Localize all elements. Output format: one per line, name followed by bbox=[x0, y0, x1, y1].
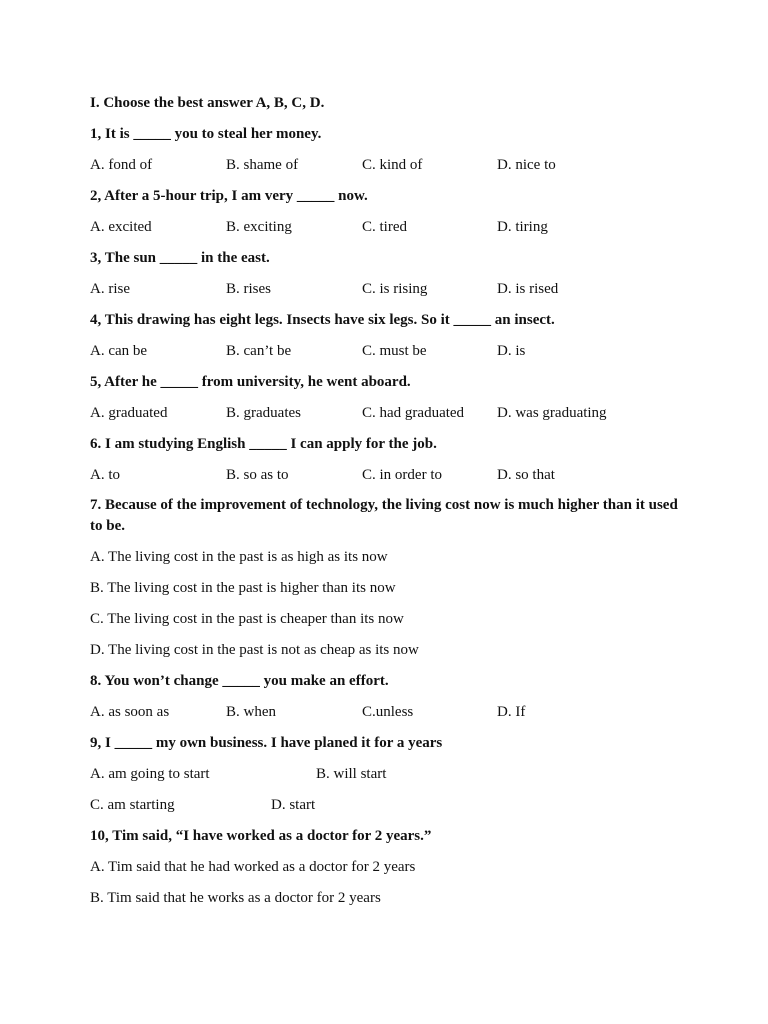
question-4: 4, This drawing has eight legs. Insects have six legs. So it _____ an insect. bbox=[90, 312, 555, 328]
option-6b: B. so as to bbox=[226, 467, 289, 483]
question-2: 2, After a 5-hour trip, I am very _____ now. bbox=[90, 188, 368, 204]
option-8a: A. as soon as bbox=[90, 704, 170, 720]
option-9a: A. am going to start bbox=[90, 766, 210, 782]
options-row-5 bbox=[90, 403, 680, 434]
option-10b: B. Tim said that he works as a doctor for 2 years bbox=[90, 890, 381, 906]
option-3d: D. is rised bbox=[497, 281, 559, 297]
option-7c: C. The living cost in the past is cheaper than its now bbox=[90, 611, 404, 627]
option-2d: D. tiring bbox=[497, 219, 548, 235]
option-9c: C. am starting bbox=[90, 797, 175, 813]
option-1d: D. nice to bbox=[497, 157, 556, 173]
options-row-4 bbox=[90, 341, 680, 372]
option-9b: B. will start bbox=[316, 766, 387, 782]
option-10a: A. Tim said that he had worked as a doctor for 2 years bbox=[90, 859, 416, 875]
option-5a: A. graduated bbox=[90, 405, 168, 421]
option-2c: C. tired bbox=[362, 219, 407, 235]
options-row-6 bbox=[90, 465, 680, 496]
question-8: 8. You won’t change _____ you make an effort. bbox=[90, 673, 389, 689]
option-4d: D. is bbox=[497, 343, 526, 359]
option-8c: C.unless bbox=[362, 704, 414, 720]
option-2b: B. exciting bbox=[226, 219, 292, 235]
question-3: 3, The sun _____ in the east. bbox=[90, 250, 270, 266]
option-5c: C. had graduated bbox=[362, 405, 465, 421]
option-3a: A. rise bbox=[90, 281, 130, 297]
option-6d: D. so that bbox=[497, 467, 555, 483]
options-row-1 bbox=[90, 155, 680, 186]
question-1: 1, It is _____ you to steal her money. bbox=[90, 126, 322, 142]
options-row-2 bbox=[90, 217, 680, 248]
question-7: 7. Because of the improvement of technology, the living cost now is much higher than it used to be. bbox=[90, 497, 678, 534]
question-10: 10, Tim said, “I have worked as a doctor for 2 years.” bbox=[90, 828, 432, 844]
option-3b: B. rises bbox=[226, 281, 271, 297]
question-5: 5, After he _____ from university, he went aboard. bbox=[90, 374, 411, 390]
option-1b: B. shame of bbox=[226, 157, 299, 173]
option-5b: B. graduates bbox=[226, 405, 301, 421]
question-7-block bbox=[90, 495, 680, 547]
worksheet-content bbox=[90, 93, 680, 919]
option-8b: B. when bbox=[226, 704, 276, 720]
option-6c: C. in order to bbox=[362, 467, 442, 483]
option-4b: B. can’t be bbox=[226, 343, 292, 359]
option-8d: D. If bbox=[497, 704, 526, 720]
option-5d: D. was graduating bbox=[497, 405, 607, 421]
option-4a: A. can be bbox=[90, 343, 148, 359]
option-1c: C. kind of bbox=[362, 157, 423, 173]
option-4c: C. must be bbox=[362, 343, 427, 359]
options-row-9a bbox=[90, 764, 680, 795]
option-7b: B. The living cost in the past is higher than its now bbox=[90, 580, 396, 596]
option-7a: A. The living cost in the past is as high as its now bbox=[90, 549, 388, 565]
options-row-9b bbox=[90, 795, 680, 826]
option-9d: D. start bbox=[271, 797, 316, 813]
options-row-8 bbox=[90, 702, 680, 733]
option-7d: D. The living cost in the past is not as cheap as its now bbox=[90, 642, 419, 658]
option-3c: C. is rising bbox=[362, 281, 428, 297]
option-2a: A. excited bbox=[90, 219, 152, 235]
options-row-3 bbox=[90, 279, 680, 310]
question-6: 6. I am studying English _____ I can apply for the job. bbox=[90, 436, 437, 452]
option-1a: A. fond of bbox=[90, 157, 153, 173]
option-6a: A. to bbox=[90, 467, 120, 483]
question-9: 9, I _____ my own business. I have planed it for a years bbox=[90, 735, 443, 751]
section-heading: I. Choose the best answer A, B, C, D. bbox=[90, 95, 325, 111]
